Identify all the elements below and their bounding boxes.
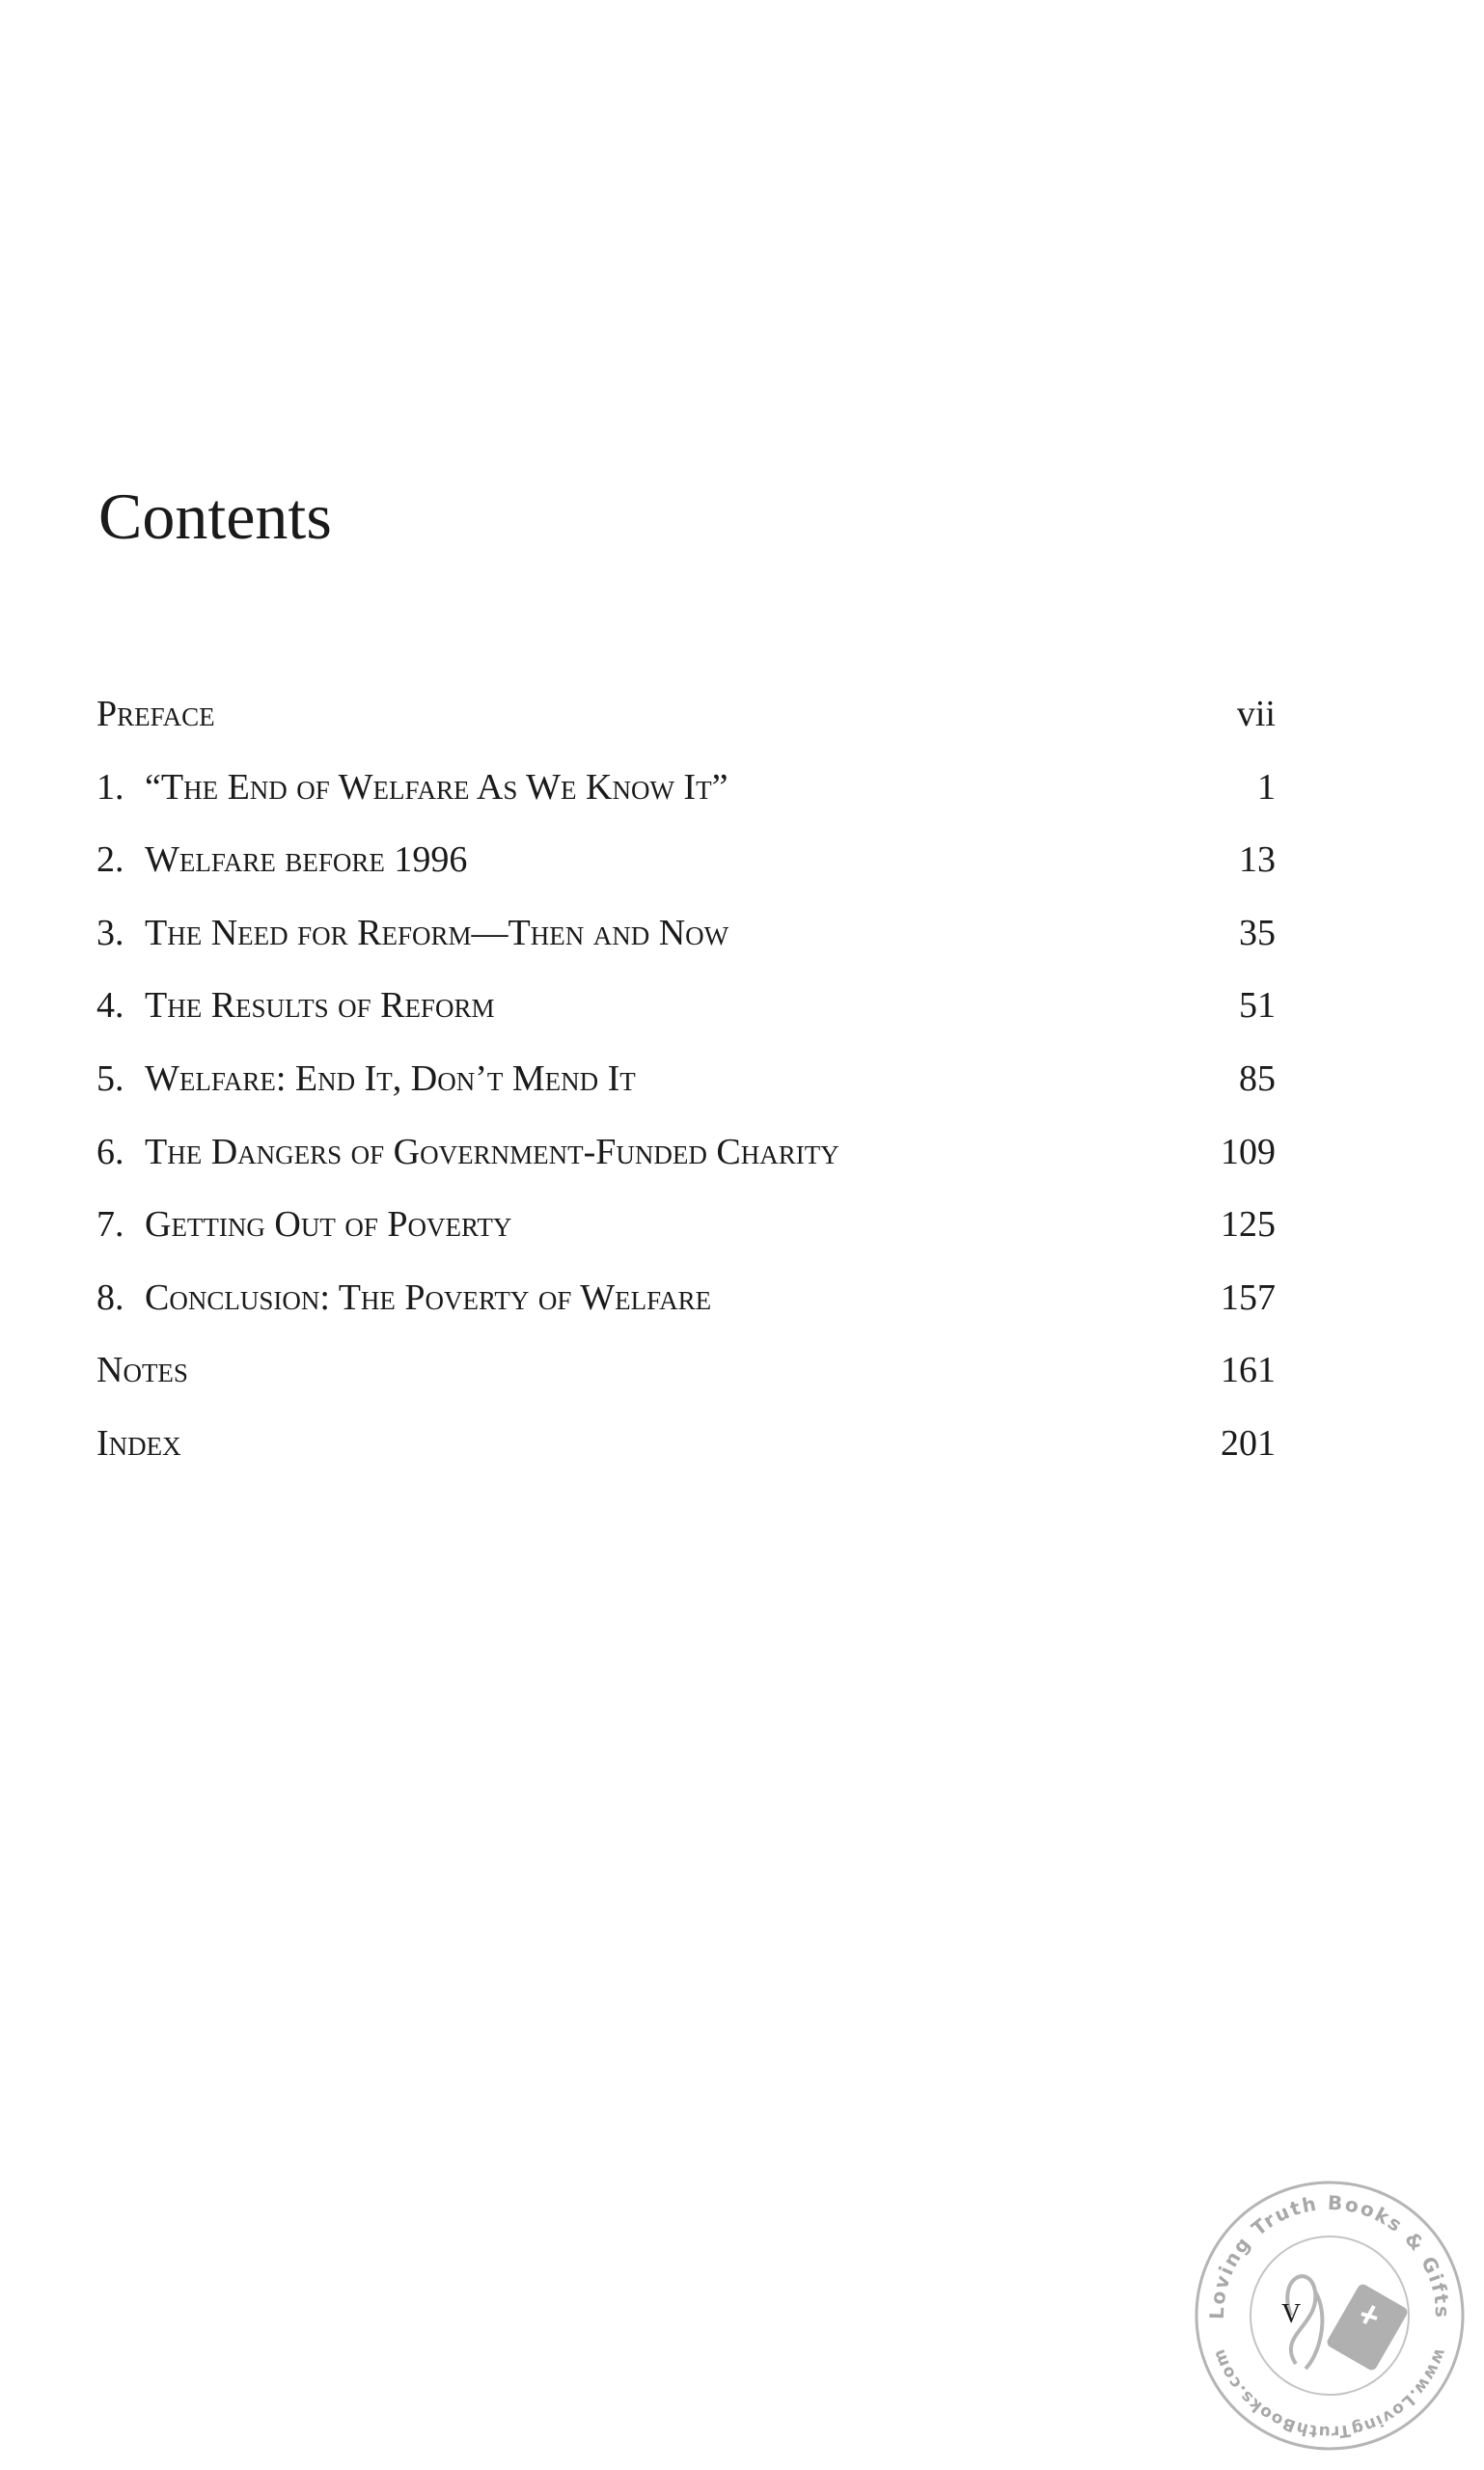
toc-entry-chapter-1 [96,766,1276,839]
stamp-text-bottom: www.LovingTruthBooks.com [1209,2346,1450,2442]
toc-entry-title: Getting Out of Poverty [145,1204,512,1246]
toc-entry-title: The Need for Reform—Then and Now [145,912,729,953]
toc-entry-title: The Results of Reform [145,985,495,1027]
toc-entry-number: 5. [96,1057,124,1099]
toc-entry-preface [96,693,1276,766]
toc-entry-page: 125 [1221,1204,1276,1246]
stamp-text-top: Loving Truth Books & Gifts [1204,2190,1455,2320]
toc-entry-title: Conclusion: The Poverty of Welfare [145,1276,712,1318]
toc-entry-title: Index [96,1422,181,1464]
toc-entry-title: Welfare before 1996 [145,839,468,881]
toc-entry-chapter-5 [96,1057,1276,1131]
toc-entry-page: 51 [1239,985,1276,1027]
table-of-contents [96,693,1276,1496]
toc-entry-title: Preface [96,694,215,734]
toc-entry-title: “The End of Welfare As We Know It” [145,766,728,808]
toc-entry-page: 13 [1239,839,1276,881]
toc-entry-page: 201 [1221,1422,1276,1464]
toc-entry-chapter-2 [96,838,1276,912]
toc-entry-page: vii [1236,694,1276,734]
toc-entry-page: 1 [1257,766,1276,808]
toc-entry-chapter-8 [96,1276,1276,1350]
toc-entry-page: 35 [1239,912,1276,953]
toc-entry-chapter-7 [96,1203,1276,1276]
toc-entry-chapter-4 [96,984,1276,1057]
toc-entry-number: 2. [96,839,124,881]
toc-entry-number: 1. [96,766,124,808]
toc-entry-page: 109 [1221,1131,1276,1172]
toc-entry-page: 85 [1239,1057,1276,1099]
toc-entry-number: 4. [96,985,124,1027]
toc-entry-chapter-6 [96,1131,1276,1204]
toc-entry-title: Notes [96,1350,188,1391]
toc-entry-number: 7. [96,1204,124,1246]
toc-entry-number: 8. [96,1276,124,1318]
toc-entry-index [96,1422,1276,1496]
page-number: v [1281,2288,1302,2331]
svg-text:www.LovingTruthBooks.com [1209,2346,1449,2441]
toc-entry-number: 3. [96,912,124,953]
toc-entry-page: 157 [1221,1276,1276,1318]
toc-entry-notes [96,1349,1276,1422]
toc-entry-page: 161 [1221,1350,1276,1391]
page-title: Contents [98,480,332,553]
toc-entry-number: 6. [96,1131,124,1172]
toc-entry-title: Welfare: End It, Don’t Mend It [145,1057,636,1099]
bookstore-watermark-stamp [1185,2171,1474,2460]
toc-entry-chapter-3 [96,912,1276,985]
toc-entry-title: The Dangers of Government-Funded Charity [145,1131,839,1172]
svg-text:Loving Truth Books & Gifts [1205,2191,1454,2319]
